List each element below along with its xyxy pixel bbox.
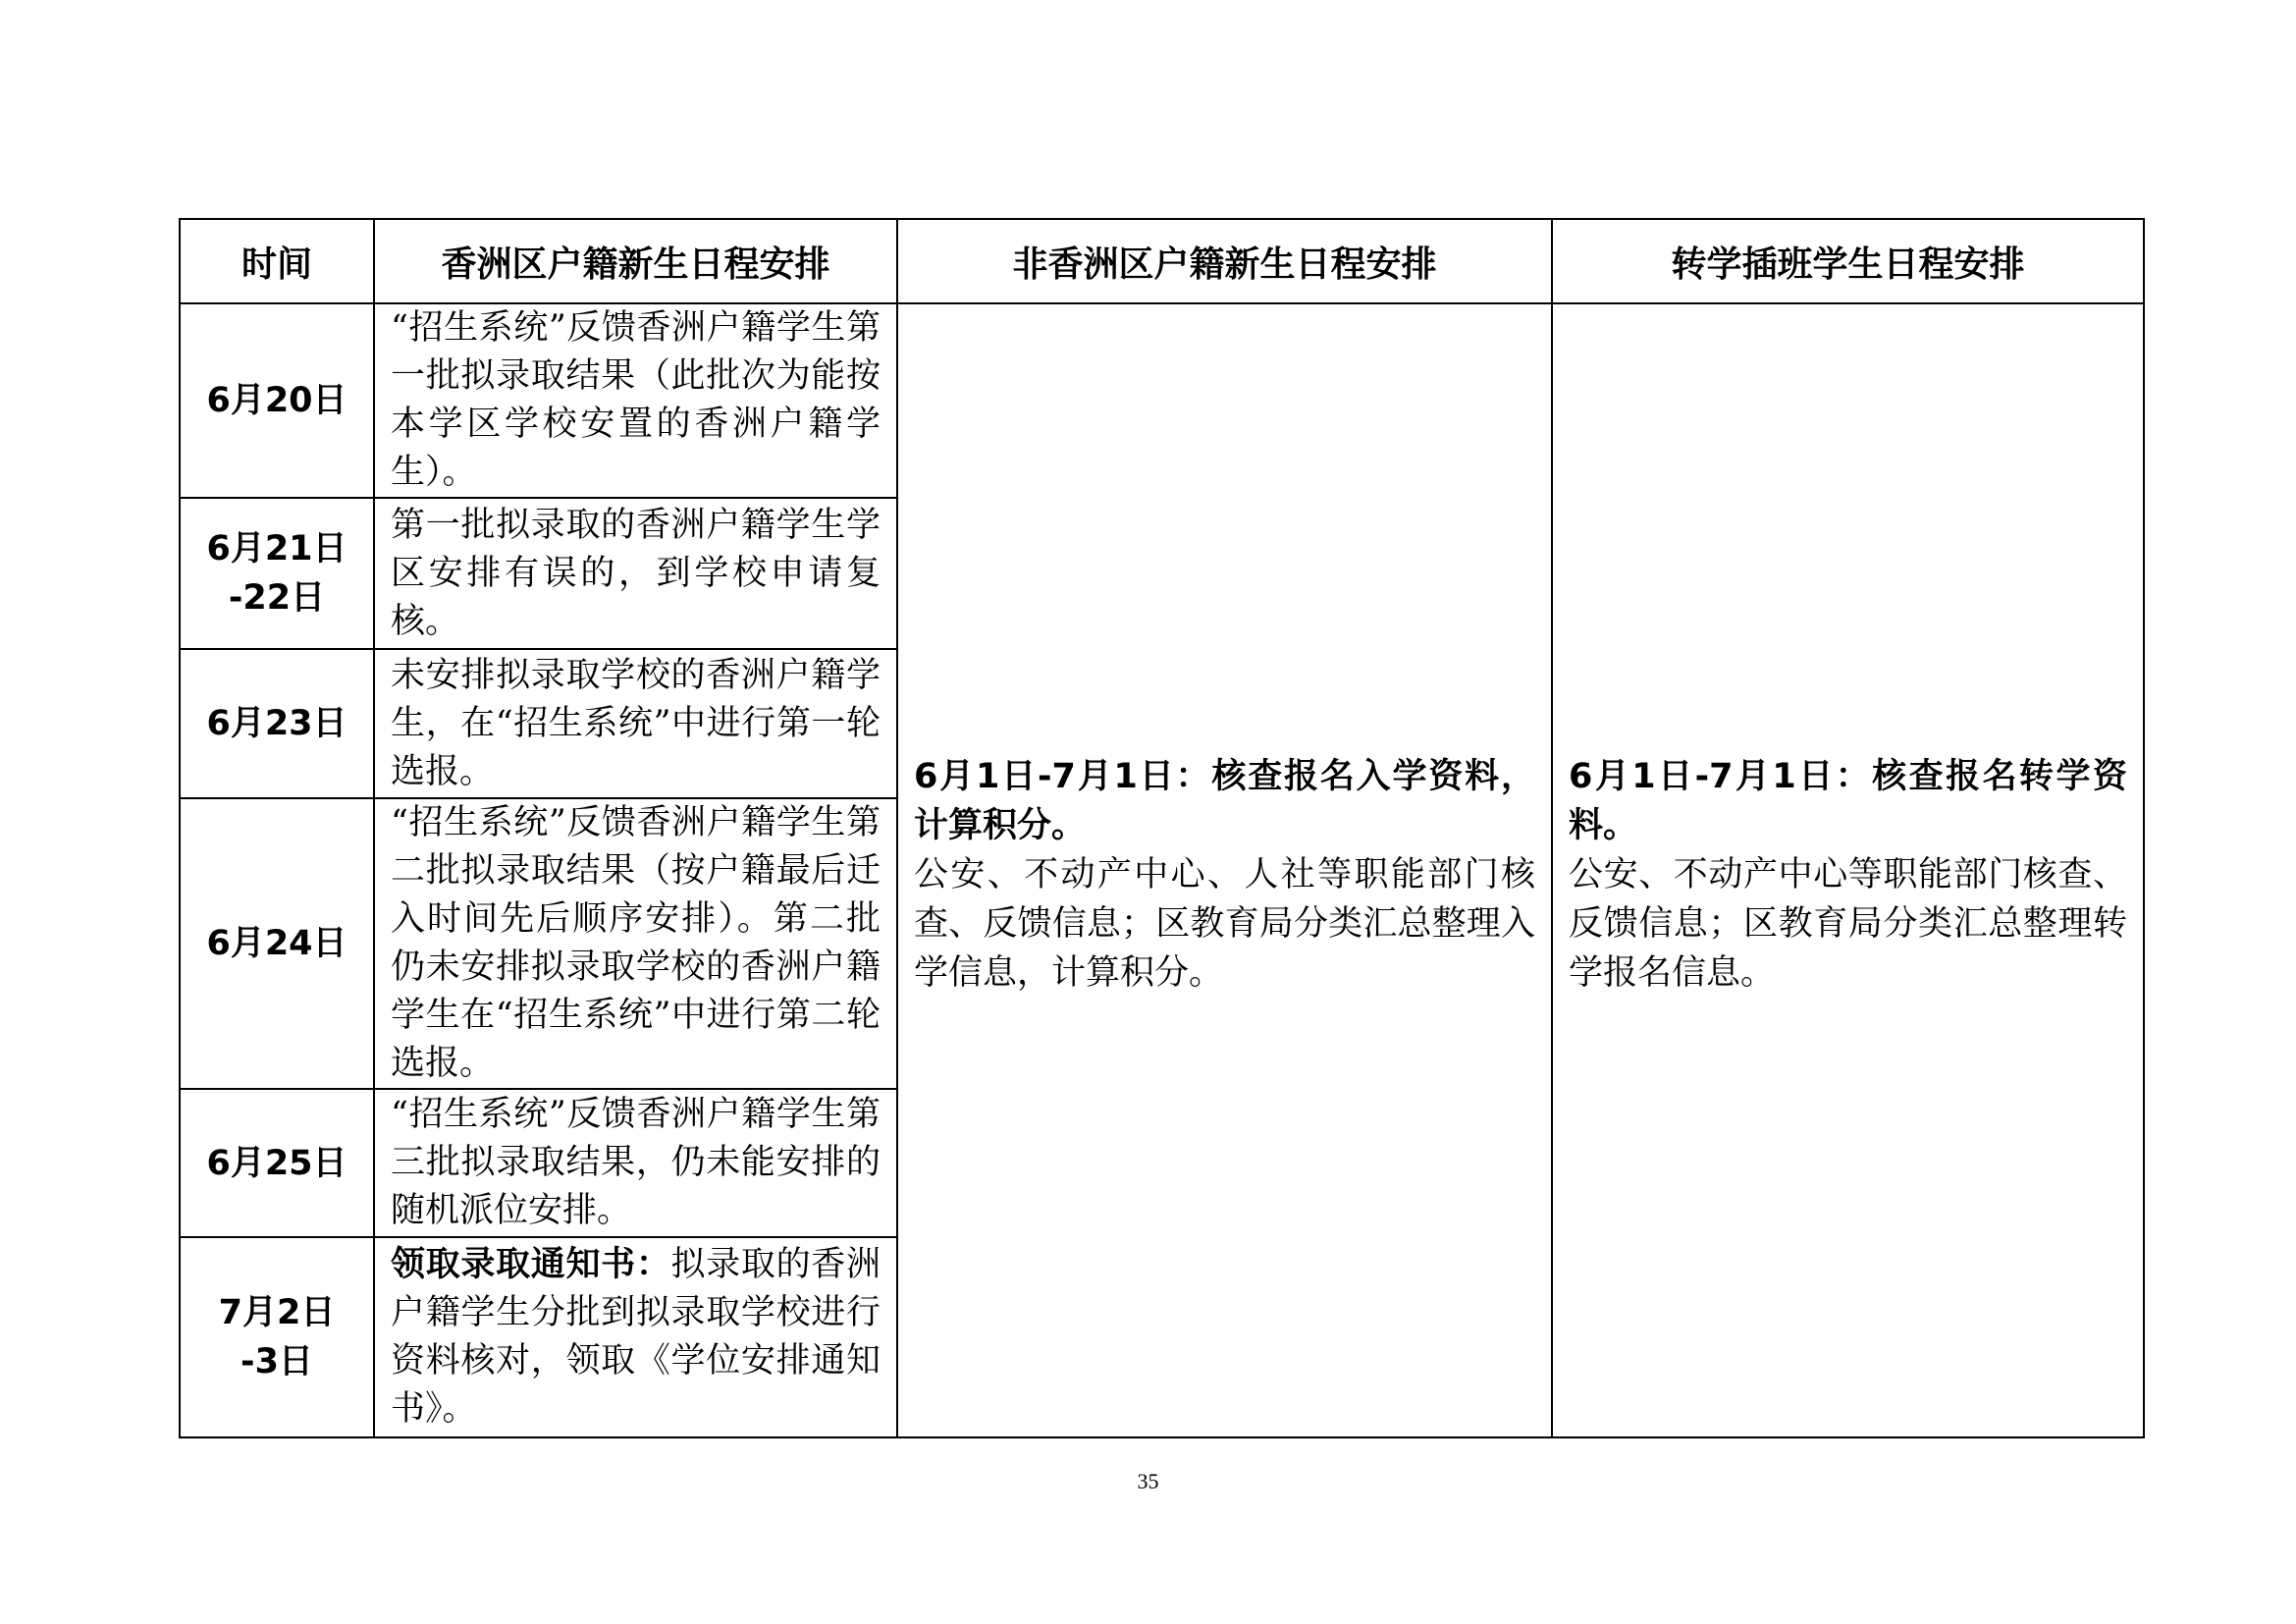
local-schedule-cell [374,649,897,798]
date-line: -3日 [240,1342,313,1381]
date-line: 7月2日 [218,1293,336,1332]
date-line: 6月21日 [206,529,347,568]
schedule-text: 第一批拟录取的香洲户籍学生学区安排有误的，到学校申请复核。 [391,505,881,641]
header-nonlocal-students: 非香洲区户籍新生日程安排 [897,219,1552,303]
header-local-students: 香洲区户籍新生日程安排 [374,219,897,303]
local-schedule-cell [374,798,897,1089]
date-line: 6月24日 [206,924,347,963]
nonlocal-heading: 6月1日-7月1日：核查报名入学资料，计算积分。 [914,756,1535,845]
date-line: 6月23日 [206,704,347,743]
local-schedule-cell [374,498,897,649]
date-line: 6月20日 [206,381,347,420]
date-line: -22日 [228,578,326,618]
date-cell [180,1237,374,1437]
header-time: 时间 [180,219,374,303]
schedule-text: 未安排拟录取学校的香洲户籍学生，在“招生系统”中进行第一轮选报。 [391,655,881,791]
nonlocal-text: 公安、不动产中心、人社等职能部门核查、反馈信息；区教育局分类汇总整理入学信息，计算积分。 [914,854,1535,993]
schedule-text: 拟录取的香洲户籍学生分批到拟录取学校进行资料核对，领取《学位安排通知书》。 [391,1245,881,1429]
date-cell [180,498,374,649]
date-cell [180,303,374,498]
date-line: 6月25日 [206,1143,347,1183]
date-cell [180,1089,374,1237]
schedule-text: “招生系统”反馈香洲户籍学生第一批拟录取结果（此批次为能按本学区学校安置的香洲户籍学生）。 [391,308,881,492]
nonlocal-schedule-cell [897,303,1552,1437]
transfer-heading: 6月1日-7月1日：核查报名转学资料。 [1569,756,2127,845]
schedule-bold-prefix: 领取录取通知书： [391,1245,671,1284]
page-number: 35 [1137,1469,1159,1493]
date-cell [180,649,374,798]
local-schedule-cell [374,1089,897,1237]
table-row [180,303,2144,498]
schedule-table [179,218,2145,1438]
table-header-row [180,219,2144,303]
local-schedule-cell [374,1237,897,1437]
header-transfer-students: 转学插班学生日程安排 [1552,219,2144,303]
schedule-text: “招生系统”反馈香洲户籍学生第三批拟录取结果，仍未能安排的随机派位安排。 [391,1095,881,1230]
local-schedule-cell [374,303,897,498]
transfer-schedule-cell [1552,303,2144,1437]
transfer-text: 公安、不动产中心等职能部门核查、反馈信息；区教育局分类汇总整理转学报名信息。 [1569,854,2127,993]
schedule-text: “招生系统”反馈香洲户籍学生第二批拟录取结果（按户籍最后迁入时间先后顺序安排）。第二批仍未安排拟录取学校的香洲户籍学生在“招生系统”中进行第二轮选报。 [391,803,881,1083]
date-cell [180,798,374,1089]
